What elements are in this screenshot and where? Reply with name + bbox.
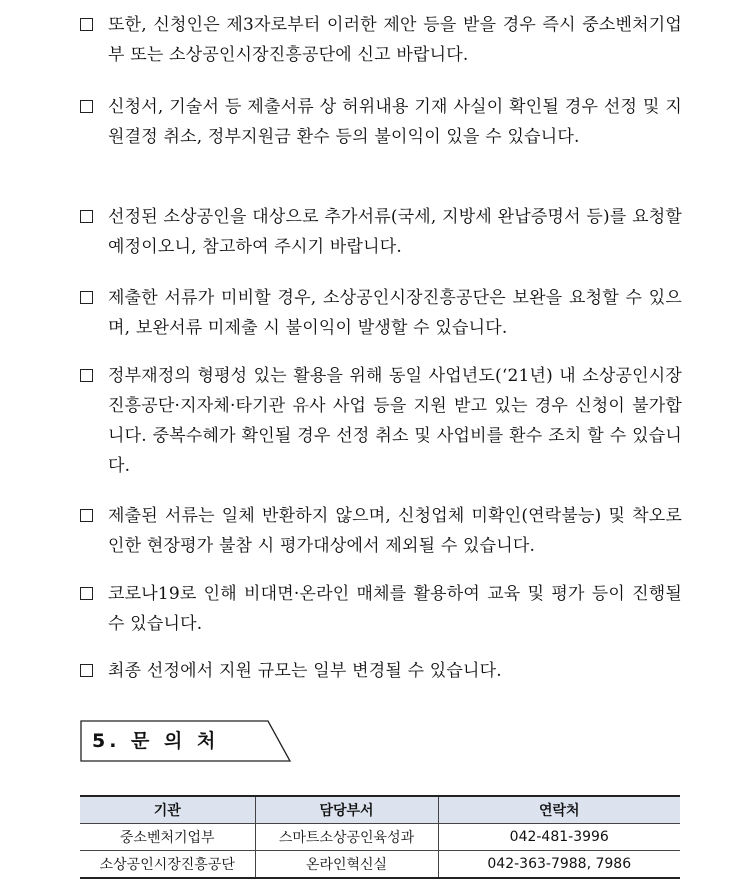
department-cell: 온라인혁신실 (255, 851, 438, 879)
checkbox-icon (80, 210, 93, 223)
checkbox-icon (80, 291, 93, 304)
notice-item (80, 10, 682, 70)
header-department: 담당부서 (255, 796, 438, 824)
notice-text: 신청서, 기술서 등 제출서류 상 허위내용 기재 사실이 확인될 경우 선정 및 지원결정 취소, 정부지원금 환수 등의 불이익이 있을 수 있습니다. (108, 97, 682, 147)
header-org: 기관 (80, 796, 255, 824)
section-heading (80, 720, 292, 762)
table-header-row (80, 796, 680, 824)
notice-item (80, 92, 682, 152)
notice-item (80, 579, 682, 639)
notice-text: 선정된 소상공인을 대상으로 추가서류(국세, 지방세 완납증명서 등)를 요청할 예정이오니, 참고하여 주시기 바랍니다. (108, 207, 682, 257)
notice-text: 코로나19로 인해 비대면·온라인 매체를 활용하여 교육 및 평가 등이 진행될 수 있습니다. (108, 584, 682, 634)
department-cell: 스마트소상공인육성과 (255, 824, 438, 851)
notice-item (80, 361, 682, 481)
checkbox-icon (80, 587, 93, 600)
notice-text: 또한, 신청인은 제3자로부터 이러한 제안 등을 받을 경우 즉시 중소벤처기업부 또는 소상공인시장진흥공단에 신고 바랍니다. (108, 15, 682, 65)
notice-text: 제출된 서류는 일체 반환하지 않으며, 신청업체 미확인(연락불능) 및 착오로 인한 현장평가 불참 시 평가대상에서 제외될 수 있습니다. (108, 506, 682, 556)
header-phone: 연락처 (438, 796, 680, 824)
notice-text: 정부재정의 형평성 있는 활용을 위해 동일 사업년도(‘21년) 내 소상공인시장진흥공단·지자체·타기관 유사 사업 등을 지원 받고 있는 경우 신청이 불가합니다. 중복수혜가 확인될 경우 선정 취소 및 사업비를 환수 조치 할 수 있습니다. (108, 366, 682, 476)
notice-item (80, 202, 682, 262)
notice-item (80, 656, 682, 686)
checkbox-icon (80, 664, 93, 677)
table-row (80, 824, 680, 851)
checkbox-icon (80, 100, 93, 113)
notice-text: 최종 선정에서 지원 규모는 일부 변경될 수 있습니다. (108, 661, 502, 681)
notice-item (80, 283, 682, 343)
checkbox-icon (80, 509, 93, 522)
table-row (80, 851, 680, 879)
checkbox-icon (80, 18, 93, 31)
phone-cell: 042-363-7988, 7986 (438, 851, 680, 879)
phone-cell: 042-481-3996 (438, 824, 680, 851)
checkbox-icon (80, 369, 93, 382)
notice-text: 제출한 서류가 미비할 경우, 소상공인시장진흥공단은 보완을 요청할 수 있으며, 보완서류 미제출 시 불이익이 발생할 수 있습니다. (108, 288, 682, 338)
section-title: 5. 문 의 처 (92, 730, 220, 752)
org-cell: 중소벤처기업부 (80, 824, 255, 851)
contact-table (80, 795, 680, 879)
notice-item (80, 501, 682, 561)
org-cell: 소상공인시장진흥공단 (80, 851, 255, 879)
